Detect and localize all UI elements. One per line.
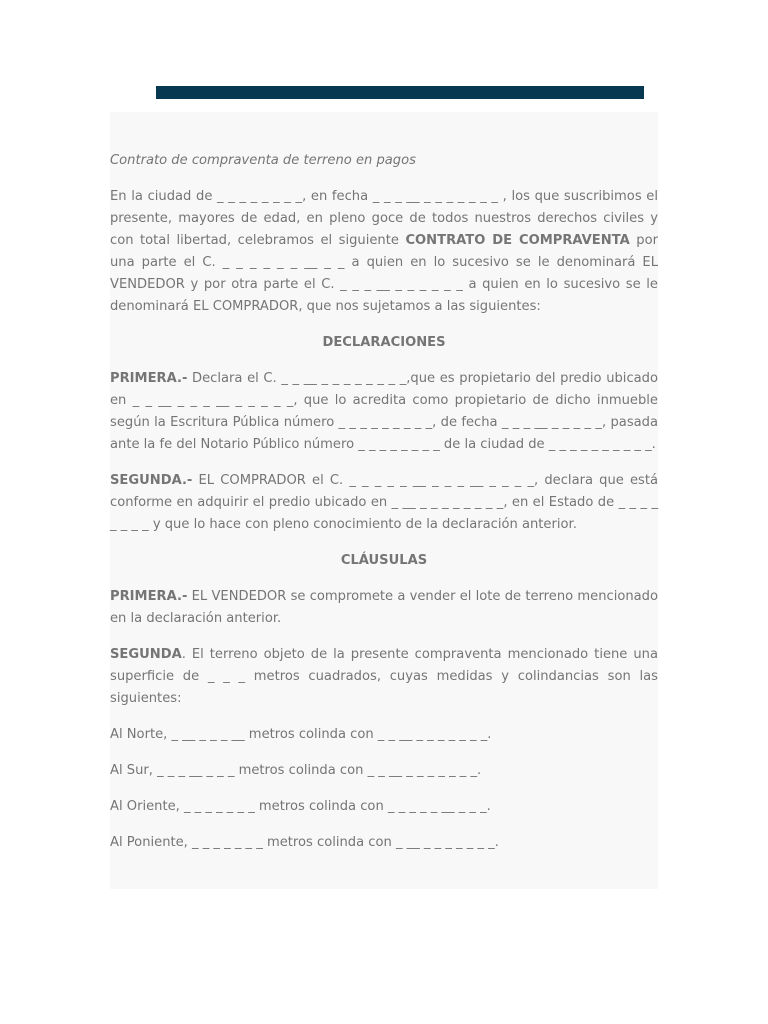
declaracion-segunda — [110, 470, 658, 536]
colindancia-sur: Al Sur, _ _ _ __ _ _ _ metros colinda con _ _ __ _ _ _ _ _ _ _. — [110, 763, 482, 778]
clausula-primera-label: PRIMERA.- — [110, 589, 188, 604]
intro-paragraph — [110, 186, 658, 318]
intro-text-1: En la ciudad de _ _ _ _ _ _ _ _, en fecha _ _ _ __ _ _ _ _ _ _ _ , los que suscribimos el presente, mayores de edad, en pleno goce de todos nuestros derechos civiles y con total libertad, celebramos el siguiente — [110, 189, 658, 248]
document-title: Contrato de compraventa de terreno en pagos — [110, 153, 416, 168]
clausula-segunda-label: SEGUNDA — [110, 647, 182, 662]
colindancia-norte: Al Norte, _ __ _ _ _ __ metros colinda con _ _ __ _ _ _ _ _ _ _. — [110, 727, 492, 742]
clausula-primera — [110, 586, 658, 630]
colindancia-poniente: Al Poniente, _ _ _ _ _ _ _ metros colinda con _ __ _ _ _ _ _ _ _. — [110, 835, 499, 850]
clausula-segunda — [110, 644, 658, 710]
intro-contract-label: CONTRATO DE COMPRAVENTA — [405, 233, 630, 248]
colindancia-oriente: Al Oriente, _ _ _ _ _ _ _ metros colinda con _ _ _ _ _ __ _ _ _. — [110, 799, 491, 814]
clausulas-heading: CLÁUSULAS — [340, 553, 428, 568]
intro-text-2: por una parte el C. _ _ _ _ _ _ __ _ _ a quien en lo sucesivo se le denominará EL VENDEDOR y por otra parte el C. _ _ _ __ _ _ _ _ _ _ a quien en lo sucesivo se le denominará EL COMPRADOR, que nos sujetamos a las siguientes: — [110, 233, 658, 314]
clausula-segunda-text: . El terreno objeto de la presente compraventa mencionado tiene una superficie de _ _ _ metros cuadrados, cuyas medidas y colindancias son las siguientes: — [110, 647, 658, 706]
document-body — [110, 150, 658, 868]
top-banner-bar — [156, 86, 644, 99]
declaracion-primera — [110, 368, 658, 456]
declaracion-segunda-text: EL COMPRADOR el C. _ _ _ _ _ __ _ _ _ __ _ _ _ _, declara que está conforme en adquirir el predio ubicado en _ __ _ _ _ _ _ _ _ _, en el Estado de _ _ _ _ _ _ _ _ y que lo hace con pleno conocimiento de la declaración anterior. — [110, 473, 658, 532]
declaracion-primera-label: PRIMERA.- — [110, 371, 188, 386]
declaracion-primera-text: Declara el C. _ _ __ _ _ _ _ _ _ _ _,que es propietario del predio ubicado en _ _ __ _ _ _ __ _ _ _ _ _, que lo acredita como propietario de dicho inmueble según la Escritura Pública número _ _ _ _ _ _ _ _ _, de fecha _ _ _ __ _ _ _ _ _, pasada ante la fe del Notario Público número _ _ _ _ _ _ _ _ de la ciudad de _ _ _ _ _ _ _ _ _ _. — [110, 371, 658, 452]
declaracion-segunda-label: SEGUNDA.- — [110, 473, 193, 488]
declaraciones-heading: DECLARACIONES — [322, 335, 446, 350]
clausula-primera-text: EL VENDEDOR se compromete a vender el lote de terreno mencionado en la declaración anterior. — [110, 589, 658, 626]
